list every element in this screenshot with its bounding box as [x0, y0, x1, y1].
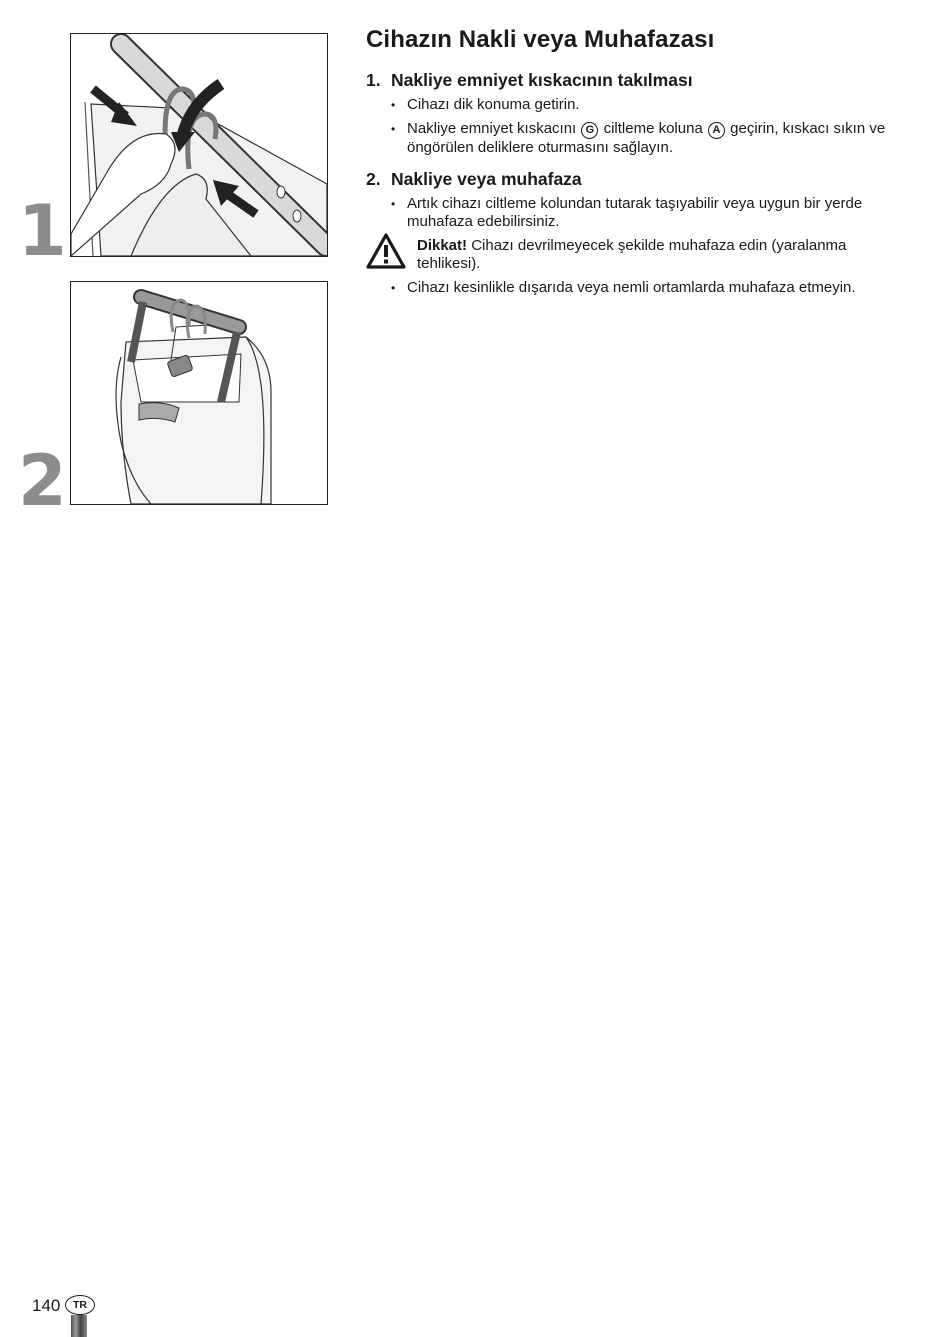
page-tab-marker: [71, 1315, 87, 1337]
section-1-number: 1.: [366, 70, 381, 90]
ref-g-badge: G: [581, 122, 598, 139]
section-1-title: Nakliye emniyet kıskacının takılması: [391, 70, 693, 90]
list-item: • Cihazı dik konuma getirin.: [366, 96, 911, 114]
section-1-heading: [366, 70, 911, 91]
text-part: Nakliye emniyet kıskacını: [407, 120, 577, 137]
section-2-number: 2.: [366, 169, 381, 189]
section-2-title: Nakliye veya muhafaza: [391, 169, 582, 189]
page-number: 140: [32, 1296, 61, 1315]
warning-text: Cihazı devrilmeyecek şekilde muhafaza edin (yaralanma tehlikesi).: [417, 237, 847, 272]
list-item: • Artık cihazı ciltleme kolundan tutarak taşıyabilir veya uygun bir yerde muhafaza edebilirsiniz.: [366, 195, 911, 231]
warning-triangle-icon: [366, 233, 406, 269]
warning-label: Dikkat!: [417, 237, 468, 254]
figure-1-clip-attach-illustration: [70, 33, 328, 257]
figure-1-number: 1: [18, 190, 67, 272]
figure-2-carry-illustration: [70, 281, 328, 505]
list-item: • Cihazı kesinlikle dışarıda veya nemli ortamlarda muhafaza etmeyin.: [366, 279, 911, 297]
text-part: ciltleme koluna: [603, 120, 703, 137]
warning-block: [366, 237, 911, 273]
ref-a-badge: A: [708, 122, 725, 139]
list-item: [366, 120, 911, 157]
section-2-heading: [366, 169, 911, 190]
page-title: Cihazın Nakli veya Muhafazası: [366, 26, 715, 53]
figure-2-number: 2: [18, 440, 67, 522]
instructions: [366, 26, 911, 309]
section-2: [366, 169, 911, 297]
section-1: [366, 70, 911, 157]
language-badge: TR: [65, 1295, 95, 1315]
text-part: geçirin, kıskacı sıkın ve öngörülen deliklere oturmasını sağlayın.: [407, 120, 886, 156]
